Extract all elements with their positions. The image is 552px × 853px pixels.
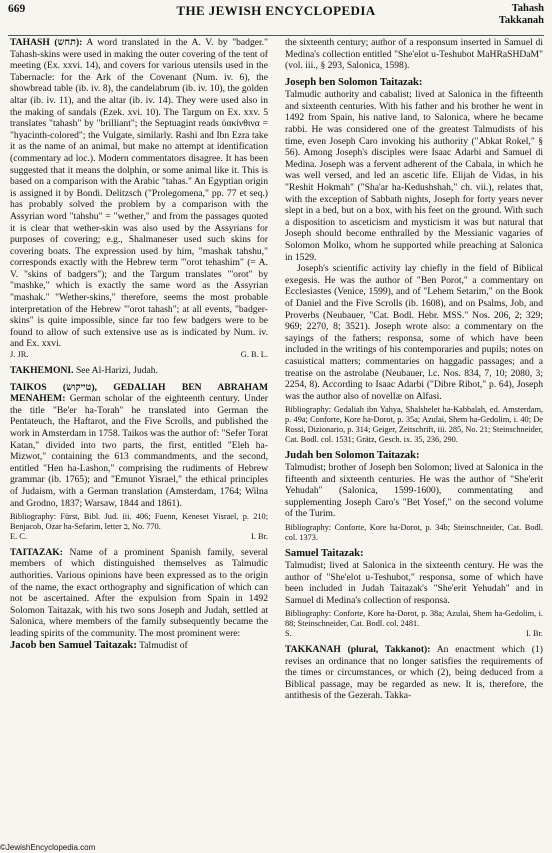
signature-line: [10, 350, 268, 360]
subentry-jacob: [10, 640, 268, 653]
article-text: Talmudist; lived at Salonica in the sixteenth century. He was the author of "She'elot u-Teshubot," responsa, some of which have been included in Judah Taitazak's "She'erit Yehudah" and in Samuel di Medina's collection of responsa.: [285, 560, 543, 606]
subheading-jacob: Jacob ben Samuel Taitazak:: [10, 639, 137, 651]
signature-line: [285, 629, 543, 639]
article-text: German scholar of the eighteenth century. Under the title "Be'er ha-Torah" he translated into German the Pentateuch, the Haftarot, and the Five Scrolls, and published the work in Amsterdam in 1758. Taikos was the author of: "Sefer Torat Katan," divided into two parts, the first, entitled "Eleh ha-Mizwot," containing the 613 commandments, and the second, entitled "Hen ha-Lashon," comprising the rudiments of Hebrew grammar (ib. 1765); and "Emunot Yisrael," the ethical principles of Judaism, with a German translation (Amsterdam, 1764; Wilna and Grodno, 1837; Warsaw, 1844 and 1861).: [10, 393, 269, 509]
signature-initials: S.: [285, 629, 292, 639]
headword-tahash: TAHASH (תחש):: [10, 37, 83, 48]
journal-title: THE JEWISH ENCYCLOPEDIA: [176, 3, 376, 18]
right-column: [285, 37, 543, 702]
headword-taikos: TAIKOS (טייקוש), GEDALIAH BEN ABRAHAM MENAHEM:: [10, 381, 269, 405]
article-text: Talmudist; brother of Joseph ben Solomon; lived at Salonica in the fifteenth and sixteenth centuries. He was the author of "She'erit Yehudah" (Salonica, 1599-1600), commentating and supplementing Joseph Caro's "Bet Yosef," on the second volume of the Turim.: [285, 462, 543, 520]
headword-takkanah: TAKKANAH (plural, Takkanot):: [285, 644, 431, 656]
running-head: [499, 3, 544, 27]
article-text: An enactment which (1) revises an ordinance that no longer satisfies the requirements of the times or circumstances, or which (2), being deduced from a Biblical passage, may be regarded as new. It is, therefore, the antithesis of the Gezerah. Takka-: [285, 644, 543, 702]
article-text: Joseph's scientific activity lay chiefly in the field of Biblical exegesis. He was the author of "Ben Porot," a commentary on Ecclesiastes (Venice, 1599), and of "Lehem Setarim," on the Book of Daniel and the Five Scrolls (ib. 1608), and on Psalms, Job, and Proverbs (Neubauer, "Cat. Bodl. Hebr. MSS." Nos. 206, 2; 329; 969; 2270, 8; 3521). Joseph wrote also: a commentary on the sayings of the fathers; responsa, some of which have been included in the writings of his contemporaries and pupils; notes on casuistical matters; commentaries on haggadic passages; and a treatise on the astrolabe (Neubauer, l.c. Nos. 834, 7, 10; 2080, 3; 2254, 8). According to Isaac Adarbi ("Dibre Ribot," p. 64), Joseph was the author also of novellæ on Alfasi.: [285, 263, 543, 402]
author-signature: I. Br.: [526, 629, 543, 639]
article-taitazak: [10, 547, 268, 640]
bibliography-taikos: Bibliography: Fürst, Bibl. Jud. iii. 406; Fuenn, Keneset Yisrael, p. 210; Benjacob, Ozar ha-Sefarim, letter ב, No. 770.: [10, 512, 268, 531]
left-column: [10, 37, 268, 652]
article-takhemoni: [10, 365, 268, 377]
article-takkanah: [285, 644, 543, 702]
cross-reference-link[interactable]: See Al-Harizi, Judah.: [75, 365, 158, 377]
headword-takhemoni: TAKHEMONI.: [10, 365, 74, 377]
subheading-judah: Judah ben Solomon Taitazak:: [285, 449, 420, 461]
article-taikos: [10, 382, 268, 510]
page-number: 669: [8, 3, 26, 15]
subheading-samuel: Samuel Taitazak:: [285, 547, 364, 559]
article-text: Name of a prominent Spanish family, several members of which distinguished themselves as Talmudic authorities. Various opinions have been expressed as to the origin of the name, the exact orthography and signification of which can not be ascertained. After the expulsion from Spain in 1492 Solomon Taitazak, with his two sons Joseph and Judah, settled at Salonica, where members of the family subsequently became the leading spirits of the community. The most prominent were:: [10, 546, 268, 639]
signature-initials: E. C.: [10, 531, 27, 541]
article-text: A word translated in the A. V. by "badger." Tahash-skins were used in making the outer covering of the tent of meeting (Ex. xxvi. 14), and covers for various utensils used in the Tabernacle: for the Ark of the Covenant (Num. iv. 6), the showbread table (ib. iv. 8), the candelabrum (ib. iv. 10), the golden altar (ib. iv. 11), and the altar (ib. iv. 14). They were used also in the making of sandals (Ezek. xvi. 10). The Targum on Ex. xxv. 5 translates "tahash" by "brilliant"; the Septuagint reads ὑακίνθινα = "hyacinth-colored"; the Vulgate, similarly. Rashi and Ibn Ezra take it as the name of an animal, but make no attempt at identification (commentary ad loc.). Modern commentators disagree. It has been suggested that it means the dolphin, or some animal like it. This is based on a comparison with the Arabic "tahas." An Egyptian origin is assigned it by Bondi. Delitzsch ("Prolegomena," pp. 77 et seq.) has probably solved the problem by a comparison with the Assyrian word "tahshu" = "wether," and from the passages quoted it is clear that wether-skin was also used by the Assyrians for purposes of covering; e.g., Shalmaneser used such skins for covering boats. The expression used by him, "mashak tahshu," corresponds exactly with the Hebrew term "'orot tehashim" (= A. V. "skins of badgers"); and the Targum translates "'orot" by "mashke," which is exactly the same word as the Assyrian "mashak." "Wether-skins," therefore, seems the most probable interpretation of the Hebrew "'orot tahash"; at all events, "badger-skins" is quite impossible, since far too few badgers were to be found to allow of such extensive use as is indicated by Num. iv. and Ex. xxvi.: [10, 37, 268, 350]
author-signature: I. Br.: [251, 531, 268, 541]
signature-initials: J. JR.: [10, 350, 29, 360]
signature-line: [10, 532, 268, 542]
bibliography-samuel: Bibliography: Conforte, Kore ha-Dorot, p. 38a; Azulai, Shem ha-Gedolim, i. 88; Steinschneider, Cat. Bodl. col. 2481.: [285, 609, 543, 629]
headword-taitazak: TAITAZAK:: [10, 546, 63, 558]
bibliography-joseph: Bibliography: Gedaliah ibn Yahya, Shalshelet ha-Kabbalah, ed. Amsterdam, p. 49a; Conforte, Kore ha-Dorot, p. 35a; Azulai, Shem ha-Gedolim, i. 40; De Rossi, Dizionario, p. 314; Geiger, Zeitschrift, iii. 285, No. 21; Steinschneider, Cat. Bodl. col. 1531; Grätz, Gesch. ix. 35, 236, 290.: [285, 405, 543, 444]
running-head-last: Takkanah: [498, 15, 544, 26]
article-tahash: [10, 37, 268, 350]
bibliography-judah: Bibliography: Conforte, Kore ha-Dorot, p. 34b; Steinschneider, Cat. Bodl. col. 1373.: [285, 522, 543, 542]
article-text: Talmudic authority and cabalist; lived at Salonica in the fifteenth and sixteenth centuries. With his father and his brother he went in 1492 from Spain, his native land, to Salonica, where he became rabbi. He was considered one of the greatest Talmudists of his time, even Joseph Caro invoking his authority ("Abkat Rokel," § 56). Among Joseph's disciples were Isaac Adarbi and Samuel di Medina. Joseph was a fervent adherent of the Cabala, in which he was well versed, and led an ascetic life. Elijah de Vidas, in his "Reshit Hokmah" ("Sha'ar ha-Kedushshah," ch. vii.), relates that, with the exception of Sabbath nights, Joseph for forty years never slept in a bed, but on a box, with his feet on the ground. With such a disposition to asceticism and mysticism it was but natural that Joseph should become enthralled by the Messianic vagaries of Solomon Molko, whom he supported while preaching at Salonica in 1529.: [285, 89, 543, 263]
article-text: Talmudist of: [139, 639, 188, 651]
running-head-first: Tahash: [511, 3, 544, 14]
watermark: ©JewishEncyclopedia.com: [0, 843, 96, 852]
page-header: [8, 3, 544, 36]
subheading-joseph: Joseph ben Solomon Taitazak:: [285, 76, 423, 88]
author-signature: G. B. L.: [240, 350, 268, 360]
continuation-text: the sixteenth century; author of a responsum inserted in Samuel di Medina's collection entitled "She'elot u-Teshubot MaHRaSHDaM" (vol. iii., § 293, Salonica, 1598).: [285, 37, 543, 72]
